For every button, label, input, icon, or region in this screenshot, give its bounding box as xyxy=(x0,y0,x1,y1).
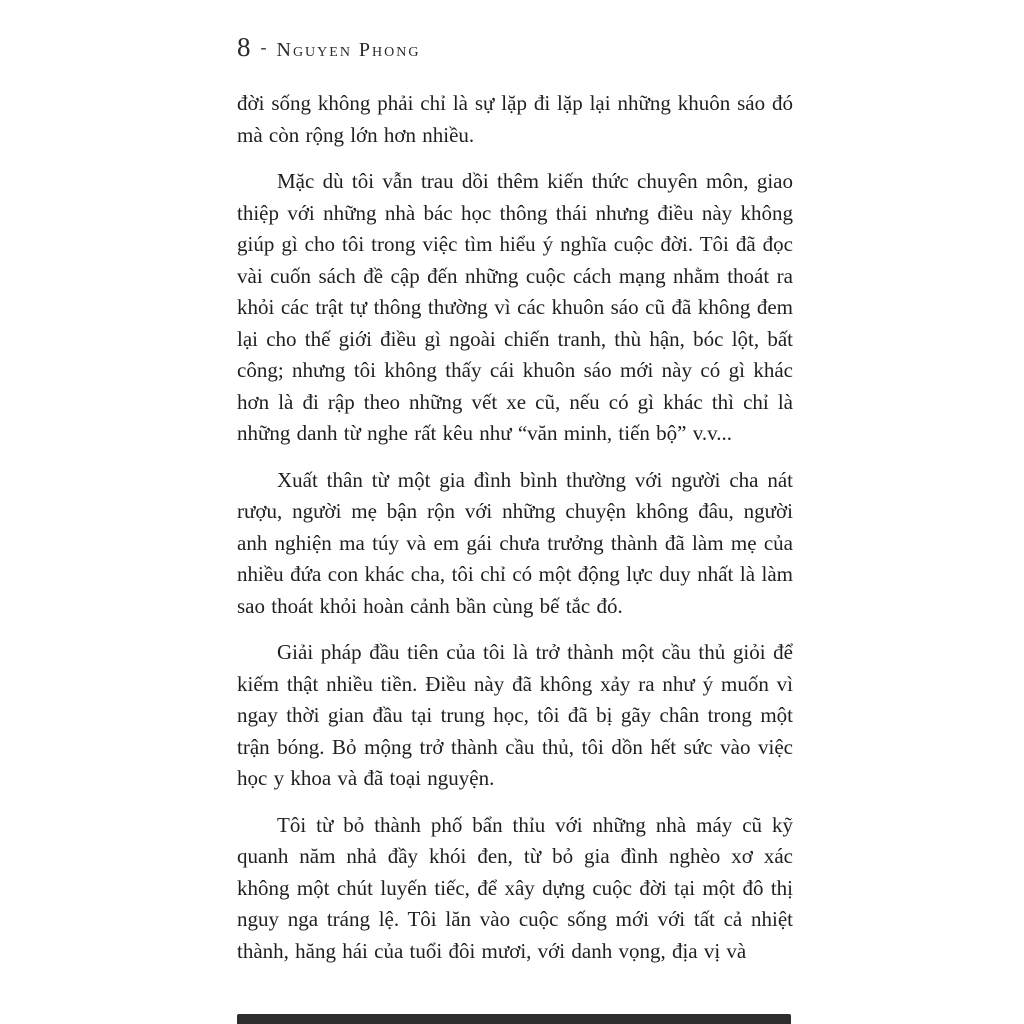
body-paragraph: Tôi từ bỏ thành phố bẩn thỉu với những nhà máy cũ kỹ quanh năm nhả đầy khói đen, từ bỏ gia đình nghèo xơ xác không một chút luyến tiếc, để xây dựng cuộc đời tại một đô thị nguy nga tráng lệ. Tôi lăn vào cuộc sống mới với tất cả nhiệt thành, hăng hái của tuổi đôi mươi, với danh vọng, địa vị và xyxy=(237,812,793,963)
header-separator: - xyxy=(260,37,267,57)
page-number: 8 xyxy=(237,32,251,62)
body-text-block xyxy=(237,88,793,982)
running-header xyxy=(237,34,793,61)
body-paragraph: đời sống không phải chỉ là sự lặp đi lặp lại những khuôn sáo đó mà còn rộng lớn hơn nhiều. xyxy=(237,91,793,147)
running-head-author: Nguyen Phong xyxy=(276,39,421,61)
body-paragraph: Xuất thân từ một gia đình bình thường với người cha nát rượu, người mẹ bận rộn với những chuyện không đâu, người anh nghiện ma túy và em gái chưa trưởng thành đã làm mẹ của nhiều đứa con khác cha, tôi chỉ có một động lực duy nhất là làm sao thoát khỏi hoàn cảnh bần cùng bế tắc đó. xyxy=(237,467,793,618)
body-paragraph: Mặc dù tôi vẫn trau dồi thêm kiến thức chuyên môn, giao thiệp với những nhà bác học thông thái nhưng điều này không giúp gì cho tôi trong việc tìm hiểu ý nghĩa cuộc đời. Tôi đã đọc vài cuốn sách đề cập đến những cuộc cách mạng nhằm thoát ra khỏi các trật tự thông thường vì các khuôn sáo cũ đã không đem lại cho thế giới điều gì ngoài chiến tranh, thù hận, bóc lột, bất công; nhưng tôi không thấy cái khuôn sáo mới này có gì khác hơn là đi rập theo những vết xe cũ, nếu có gì khác thì chỉ là những danh từ nghe rất kêu như “văn minh, tiến bộ” v.v... xyxy=(237,169,793,445)
body-paragraph: Giải pháp đầu tiên của tôi là trở thành một cầu thủ giỏi để kiếm thật nhiều tiền. Điều này đã không xảy ra như ý muốn vì ngay thời gian đầu tại trung học, tôi đã bị gãy chân trong một trận bóng. Bỏ mộng trở thành cầu thủ, tôi dồn hết sức vào việc học y khoa và đã toại nguyện. xyxy=(237,640,793,790)
scan-edge-artifact xyxy=(237,1014,791,1024)
